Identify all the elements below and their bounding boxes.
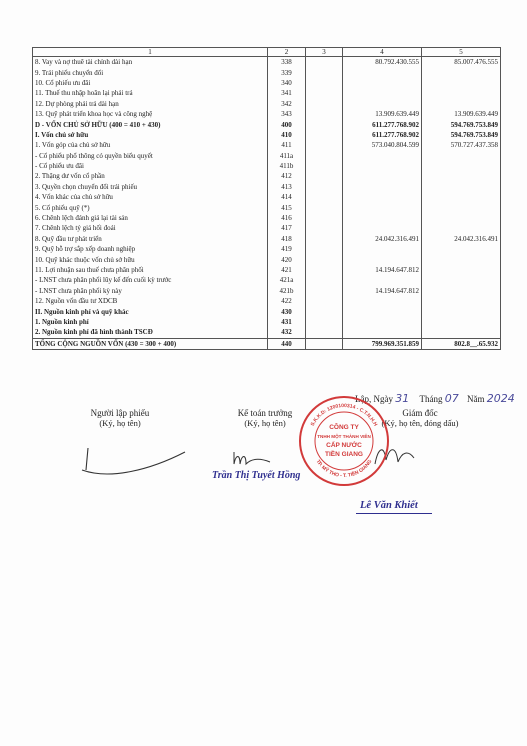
row-current-value: 573.040.804.599 (343, 140, 422, 150)
row-previous-value (422, 223, 501, 233)
row-previous-value (422, 265, 501, 275)
row-note (306, 182, 343, 192)
row-note (306, 130, 343, 140)
row-current-value (343, 275, 422, 285)
row-current-value: 24.042.316.491 (343, 234, 422, 244)
table-row (33, 161, 501, 171)
row-label: 3. Quyền chọn chuyển đổi trái phiếu (33, 182, 268, 192)
company-stamp (298, 395, 390, 487)
date-day: 31 (395, 392, 410, 405)
row-note (306, 338, 343, 349)
row-current-value (343, 317, 422, 327)
row-note (306, 317, 343, 327)
row-code: 338 (268, 57, 306, 68)
row-note (306, 327, 343, 338)
table-row (33, 151, 501, 161)
row-previous-value (422, 78, 501, 88)
row-code: 343 (268, 109, 306, 119)
row-previous-value: 85.007.476.555 (422, 57, 501, 68)
accountant-subtitle: (Ký, họ tên) (244, 418, 286, 428)
row-previous-value (422, 202, 501, 212)
row-note (306, 67, 343, 77)
row-code: 418 (268, 234, 306, 244)
stamp-line1: CÔNG TY (329, 424, 359, 431)
column-header: 4 (343, 48, 422, 57)
row-label: 13. Quỹ phát triển khoa học và công nghệ (33, 109, 268, 119)
row-code: 411a (268, 151, 306, 161)
table-row (33, 338, 501, 349)
stamp-line2: TNHH MỘT THÀNH VIÊN (317, 434, 371, 439)
row-label: 1. Vốn góp của chủ sở hữu (33, 140, 268, 150)
stamp-ring-text: S.K.K.D: 1200100314 - C.T.N.H.H (309, 402, 379, 428)
row-code: 413 (268, 182, 306, 192)
table-row (33, 119, 501, 129)
table-row (33, 296, 501, 306)
table-row (33, 192, 501, 202)
preparer-handwritten-signature (80, 440, 190, 490)
row-previous-value: 594.769.753.849 (422, 130, 501, 140)
row-current-value (343, 296, 422, 306)
row-current-value (343, 78, 422, 88)
row-current-value (343, 223, 422, 233)
row-label: - Cổ phiếu phổ thông có quyền biểu quyết (33, 151, 268, 161)
row-label: 9. Quỹ hỗ trợ sắp xếp doanh nghiệp (33, 244, 268, 254)
stamp-line3: CẤP NƯỚC (326, 442, 362, 449)
table-row (33, 88, 501, 98)
row-label: 9. Trái phiếu chuyển đổi (33, 67, 268, 77)
table-row (33, 254, 501, 264)
table-row (33, 223, 501, 233)
row-label: 8. Vay và nợ thuê tài chính dài hạn (33, 57, 268, 68)
row-code: 342 (268, 99, 306, 109)
row-current-value: 80.792.430.555 (343, 57, 422, 68)
row-note (306, 78, 343, 88)
row-current-value: 14.194.647.812 (343, 286, 422, 296)
row-previous-value: 594.769.753.849 (422, 119, 501, 129)
row-code: 431 (268, 317, 306, 327)
row-previous-value: 802.8__.65.932 (422, 338, 501, 349)
row-label: I. Vốn chủ sở hữu (33, 130, 268, 140)
column-header: 2 (268, 48, 306, 57)
balance-sheet-table (32, 47, 501, 350)
accountant-handwritten-signature (230, 448, 290, 470)
row-current-value (343, 202, 422, 212)
row-label: 5. Cổ phiếu quỹ (*) (33, 202, 268, 212)
table-row (33, 234, 501, 244)
row-previous-value (422, 88, 501, 98)
director-subtitle: (Ký, họ tên, đóng dấu) (381, 418, 459, 428)
row-note (306, 286, 343, 296)
table-row (33, 67, 501, 77)
director-title: Giám đốc (402, 408, 438, 418)
row-code: 440 (268, 338, 306, 349)
row-label: - LNST chưa phân phối lũy kế đến cuối kỳ trước (33, 275, 268, 285)
row-label: 2. Nguồn kinh phí đã hình thành TSCĐ (33, 327, 268, 338)
row-code: 432 (268, 327, 306, 338)
table-row (33, 78, 501, 88)
date-prefix: Lập, Ngày (355, 394, 393, 404)
row-previous-value (422, 254, 501, 264)
row-previous-value: 570.727.437.358 (422, 140, 501, 150)
row-current-value (343, 192, 422, 202)
row-label: II. Nguồn kinh phí và quỹ khác (33, 306, 268, 316)
table-row (33, 57, 501, 68)
row-note (306, 140, 343, 150)
row-note (306, 57, 343, 68)
accountant-name: Trần Thị Tuyết Hồng (212, 470, 301, 481)
row-code: 415 (268, 202, 306, 212)
row-previous-value (422, 99, 501, 109)
row-previous-value (422, 171, 501, 181)
date-year-label: Năm (467, 394, 485, 404)
row-current-value: 14.194.647.812 (343, 265, 422, 275)
row-code: 417 (268, 223, 306, 233)
table-row (33, 140, 501, 150)
date-month: 07 (444, 392, 459, 405)
row-note (306, 234, 343, 244)
row-label: 4. Vốn khác của chủ sở hữu (33, 192, 268, 202)
row-note (306, 244, 343, 254)
row-previous-value (422, 275, 501, 285)
row-note (306, 151, 343, 161)
row-current-value (343, 88, 422, 98)
column-header: 5 (422, 48, 501, 57)
row-current-value (343, 254, 422, 264)
row-note (306, 254, 343, 264)
preparer-title: Người lập phiếu (90, 408, 150, 418)
table-row (33, 244, 501, 254)
row-code: 420 (268, 254, 306, 264)
row-label: 7. Chênh lệch tỷ giá hối đoái (33, 223, 268, 233)
row-label: 12. Nguồn vốn đầu tư XDCB (33, 296, 268, 306)
table-row (33, 213, 501, 223)
row-note (306, 171, 343, 181)
row-current-value (343, 99, 422, 109)
table-row (33, 99, 501, 109)
row-label: - Cổ phiếu ưu đãi (33, 161, 268, 171)
row-code: 430 (268, 306, 306, 316)
row-current-value (343, 244, 422, 254)
row-code: 411b (268, 161, 306, 171)
row-previous-value: 24.042.316.491 (422, 234, 501, 244)
row-code: 339 (268, 67, 306, 77)
row-current-value (343, 171, 422, 181)
row-previous-value: 13.909.639.449 (422, 109, 501, 119)
row-previous-value (422, 161, 501, 171)
row-label: TỔNG CỘNG NGUỒN VỐN (430 = 300 + 400) (33, 338, 268, 349)
row-note (306, 202, 343, 212)
date-year: 2024 (486, 392, 515, 405)
row-previous-value (422, 213, 501, 223)
row-note (306, 265, 343, 275)
row-current-value (343, 213, 422, 223)
stamp-bottom-text: TP. MỸ THO - T. TIỀN GIANG (314, 458, 374, 480)
table-row (33, 109, 501, 119)
row-note (306, 223, 343, 233)
row-previous-value (422, 182, 501, 192)
row-label: 2. Thặng dư vốn cổ phần (33, 171, 268, 181)
row-code: 419 (268, 244, 306, 254)
row-previous-value (422, 67, 501, 77)
row-code: 422 (268, 296, 306, 306)
column-header: 3 (306, 48, 343, 57)
row-note (306, 109, 343, 119)
row-label: 6. Chênh lệch đánh giá lại tài sản (33, 213, 268, 223)
row-current-value (343, 306, 422, 316)
row-label: 10. Cổ phiếu ưu đãi (33, 78, 268, 88)
row-previous-value (422, 192, 501, 202)
table-header-row (33, 48, 501, 57)
row-note (306, 119, 343, 129)
row-current-value: 799.969.351.859 (343, 338, 422, 349)
row-code: 410 (268, 130, 306, 140)
row-previous-value (422, 244, 501, 254)
row-label: D - VỐN CHỦ SỞ HỮU (400 = 410 + 430) (33, 119, 268, 129)
row-code: 400 (268, 119, 306, 129)
row-code: 421 (268, 265, 306, 275)
row-note (306, 296, 343, 306)
row-label: - LNST chưa phân phối kỳ này (33, 286, 268, 296)
table-row (33, 202, 501, 212)
row-code: 411 (268, 140, 306, 150)
row-code: 416 (268, 213, 306, 223)
row-code: 340 (268, 78, 306, 88)
row-current-value: 13.909.639.449 (343, 109, 422, 119)
preparer-signature-block (60, 408, 180, 428)
row-code: 421b (268, 286, 306, 296)
row-previous-value (422, 286, 501, 296)
row-note (306, 88, 343, 98)
date-month-label: Tháng (419, 394, 443, 404)
row-previous-value (422, 151, 501, 161)
table-row (33, 130, 501, 140)
row-code: 412 (268, 171, 306, 181)
table-row (33, 265, 501, 275)
table-row (33, 171, 501, 181)
director-name-underline (356, 513, 432, 514)
table-row (33, 286, 501, 296)
table-row (33, 327, 501, 338)
row-current-value: 611.277.768.902 (343, 130, 422, 140)
row-previous-value (422, 296, 501, 306)
row-label: 11. Lợi nhuận sau thuế chưa phân phối (33, 265, 268, 275)
row-note (306, 306, 343, 316)
column-header: 1 (33, 48, 268, 57)
row-current-value (343, 327, 422, 338)
row-label: 1. Nguồn kinh phí (33, 317, 268, 327)
row-label: 10. Quỹ khác thuộc vốn chủ sở hữu (33, 254, 268, 264)
row-label: 8. Quỹ đầu tư phát triển (33, 234, 268, 244)
preparer-subtitle: (Ký, họ tên) (99, 418, 141, 428)
row-note (306, 161, 343, 171)
row-label: 12. Dự phòng phải trả dài hạn (33, 99, 268, 109)
row-note (306, 99, 343, 109)
row-current-value: 611.277.768.902 (343, 119, 422, 129)
row-code: 414 (268, 192, 306, 202)
row-current-value (343, 182, 422, 192)
accountant-title: Kế toán trưởng (237, 408, 293, 418)
table-row (33, 317, 501, 327)
row-current-value (343, 67, 422, 77)
row-note (306, 213, 343, 223)
row-code: 421a (268, 275, 306, 285)
director-name: Lê Văn Khiết (360, 500, 418, 511)
table-row (33, 275, 501, 285)
row-code: 341 (268, 88, 306, 98)
row-current-value (343, 151, 422, 161)
row-current-value (343, 161, 422, 171)
row-label: 11. Thuế thu nhập hoãn lại phải trả (33, 88, 268, 98)
row-note (306, 275, 343, 285)
table-row (33, 182, 501, 192)
stamp-line4: TIỀN GIANG (325, 451, 363, 458)
row-previous-value (422, 317, 501, 327)
row-note (306, 192, 343, 202)
row-previous-value (422, 306, 501, 316)
table-row (33, 306, 501, 316)
row-previous-value (422, 327, 501, 338)
